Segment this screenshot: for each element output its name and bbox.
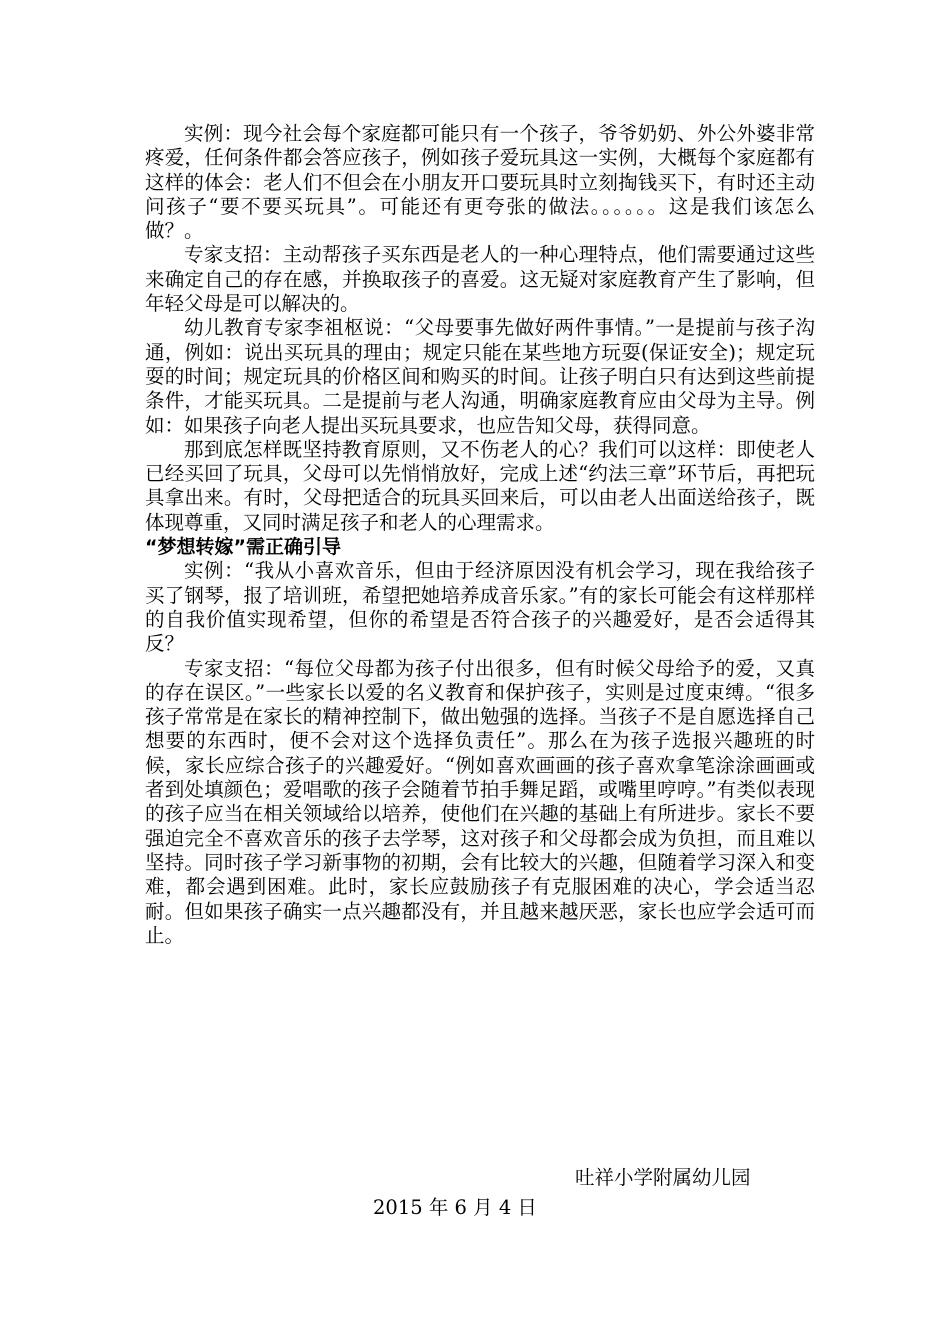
signature-date: 2015 年 6 月 4 日 bbox=[373, 1196, 537, 1219]
paragraph-balance-advice: 那到底怎样既坚持教育原则，又不伤老人的心？我们可以这样：即使老人已经买回了玩具，父母可以先悄悄放好，完成上述“约法三章”环节后，再把玩具拿出来。有时，父母把适合的玩具买回来后，可以由老人出面送给孩子，既体现尊重，又同时满足孩子和老人的心理需求。 bbox=[145, 437, 815, 534]
paragraph-example-toys: 实例：现今社会每个家庭都可能只有一个孩子，爷爷奶奶、外公外婆非常疼爱，任何条件都会答应孩子，例如孩子爱玩具这一实例，大概每个家庭都有这样的体会：老人们不但会在小朋友开口要玩具时立刻掏钱买下，有时还主动问孩子“要不要买玩具”。可能还有更夸张的做法。。。。。。这是我们该怎么做？。 bbox=[145, 122, 815, 243]
section-heading: “梦想转嫁”需正确引导 bbox=[145, 536, 341, 559]
signature-organization: 吐祥小学附属幼儿园 bbox=[575, 1166, 751, 1189]
paragraph-example-music: 实例：“我从小喜欢音乐，但由于经济原因没有机会学习，现在我给孩子买了钢琴，报了培训班，希望把她培养成音乐家。”有的家长可能会有这样那样的自我价值实现希望，但你的希望是否符合孩子的兴趣爱好，是否会适得其反？ bbox=[145, 559, 815, 656]
paragraph-expert-tip-toys: 专家支招：主动帮孩子买东西是老人的一种心理特点，他们需要通过这些来确定自己的存在感，并换取孩子的喜爱。这无疑对家庭教育产生了影响，但年轻父母是可以解决的。 bbox=[145, 243, 815, 316]
paragraph-expert-tip-music: 专家支招：“每位父母都为孩子付出很多，但有时候父母给予的爱，又真的存在误区。”一些家长以爱的名义教育和保护孩子，实则是过度束缚。“很多孩子常常是在家长的精神控制下，做出勉强的选择。当孩子不是自愿选择自己想要的东西时，便不会对这个选择负责任”。那么在为孩子选报兴趣班的时候，家长应综合孩子的兴趣爱好。“例如喜欢画画的孩子喜欢拿笔涂涂画画或者到处填颜色；爱唱歌的孩子会随着节拍手舞足蹈，或嘴里哼哼。”有类似表现的孩子应当在相关领域给以培养，使他们在兴趣的基础上有所进步。家长不要强迫完全不喜欢音乐的孩子去学琴，这对孩子和父母都会成为负担，而且难以坚持。同时孩子学习新事物的初期，会有比较大的兴趣，但随着学习深入和变难，都会遇到困难。此时，家长应鼓励孩子有克服困难的决心，学会适当忍耐。但如果孩子确实一点兴趣都没有，并且越来越厌恶，家长也应学会适可而止。 bbox=[145, 656, 815, 947]
paragraph-expert-quote: 幼儿教育专家李祖枢说：“父母要事先做好两件事情。”一是提前与孩子沟通，例如：说出买玩具的理由；规定只能在某些地方玩耍(保证安全)；规定玩耍的时间；规定玩具的价格区间和购买的时间。让孩子明白只有达到这些前提条件，才能买玩具。二是提前与老人沟通，明确家庭教育应由父母为主导。例如：如果孩子向老人提出买玩具要求，也应告知父母，获得同意。 bbox=[145, 316, 815, 437]
document-body bbox=[145, 122, 815, 948]
